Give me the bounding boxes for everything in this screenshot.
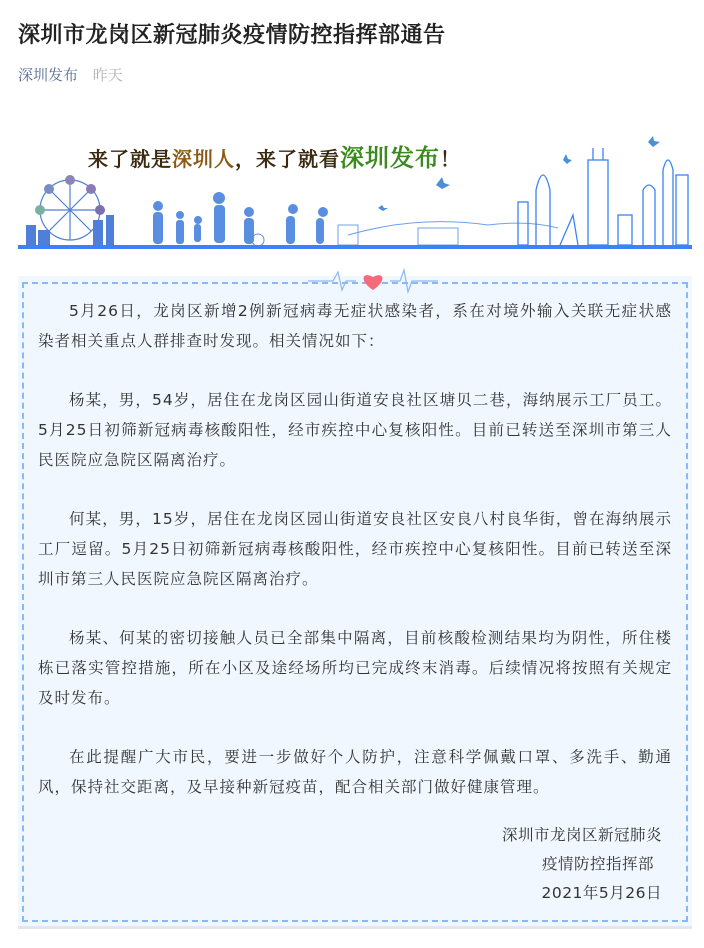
paragraph: 杨某，男，54岁，居住在龙岗区园山街道安良社区塘贝二巷，海纳展示工厂员工。5月25日初筛新冠病毒核酸阳性，经市疾控中心复核阳性。目前已转送至深圳市第三人民医院应急院区隔离治疗。 bbox=[38, 391, 672, 469]
publish-time: 昨天 bbox=[92, 66, 123, 84]
heartbeat-heart-icon bbox=[308, 268, 438, 294]
skyscrapers-icon bbox=[518, 148, 688, 245]
paragraph: 5月26日，龙岗区新增2例新冠病毒无症状感染者，系在对境外输入关联无症状感染者相关重点人群排查时发现。相关情况如下： bbox=[38, 302, 672, 350]
banner-image bbox=[18, 120, 692, 250]
article-meta bbox=[18, 64, 123, 85]
paragraph: 杨某、何某的密切接触人员已全部集中隔离，目前核酸检测结果均为阴性，所住楼栋已落实管控措施，所在小区及途经场所均已完成终末消毒。后续情况将按照有关规定及时发布。 bbox=[38, 629, 672, 707]
city-skyline-illustration bbox=[18, 120, 692, 250]
people-silhouettes-icon bbox=[153, 192, 328, 246]
article-title: 深圳市龙岗区新冠肺炎疫情防控指挥部通告 bbox=[18, 23, 446, 48]
bridge-icon bbox=[338, 222, 558, 245]
signature-date: 2021年5月26日 bbox=[541, 884, 662, 902]
paragraph: 在此提醒广大市民，要进一步做好个人防护，注意科学佩戴口罩、多洗手、勤通风，保持社交距离，及早接种新冠疫苗，配合相关部门做好健康管理。 bbox=[38, 748, 672, 796]
slogan-text: ！ bbox=[440, 147, 461, 171]
notice-content bbox=[38, 296, 672, 831]
signature-org: 深圳市龙岗区新冠肺炎 bbox=[501, 826, 662, 844]
author-link[interactable]: 深圳发布 bbox=[18, 66, 79, 84]
signature-org: 疫情防控指挥部 bbox=[541, 855, 654, 873]
slogan-text: 深圳人 bbox=[172, 147, 235, 171]
slogan-text: ，来了就看 bbox=[235, 147, 340, 171]
notice-box bbox=[18, 276, 692, 926]
ground-line bbox=[18, 245, 692, 249]
paragraph: 何某，男，15岁，居住在龙岗区园山街道安良社区安良八村良华街，曾在海纳展示工厂逗留。5月25日初筛新冠病毒核酸阳性，经市疾控中心复核阳性。目前已转送至深圳市第三人民医院应急院区隔离治疗。 bbox=[38, 510, 672, 588]
slogan-text: 来了就是 bbox=[88, 147, 172, 171]
slogan-text: 深圳发布 bbox=[340, 143, 440, 172]
signature-block bbox=[502, 821, 662, 908]
bird-icon bbox=[378, 136, 660, 211]
